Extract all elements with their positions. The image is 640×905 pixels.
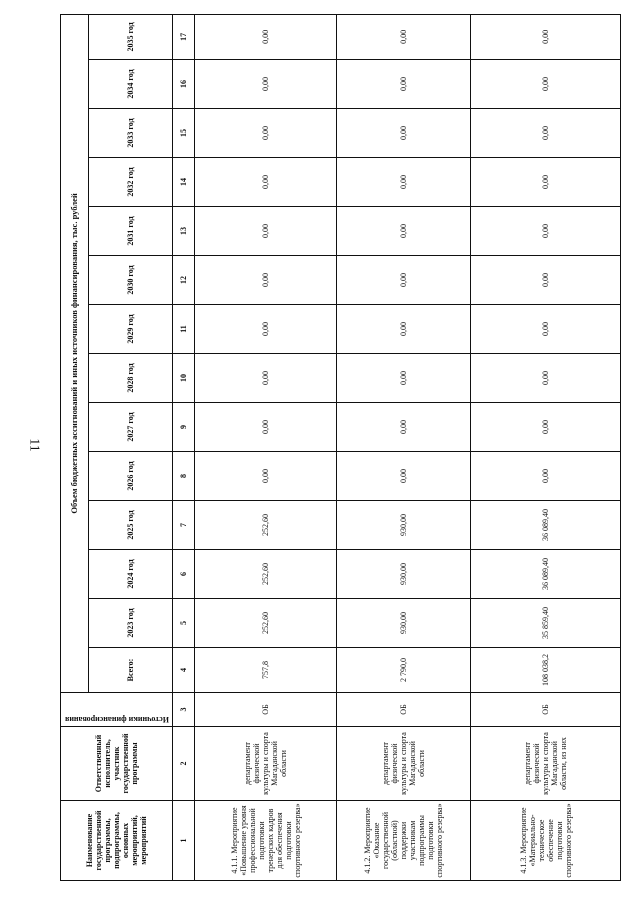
row-year-value: 252,60: [195, 550, 337, 599]
table-row: [337, 14, 471, 880]
row-year-value: 0,00: [337, 305, 471, 354]
header-source-text: Источники финансирования: [64, 715, 169, 724]
row-year-value: 0,00: [471, 354, 621, 403]
header-total: Всего:: [89, 648, 173, 693]
row-year-value: 0,00: [337, 60, 471, 109]
row-year-value: 0,00: [471, 109, 621, 158]
row-year-value: 252,60: [195, 599, 337, 648]
header-row-main: [61, 14, 89, 880]
row-year-value: 0,00: [195, 256, 337, 305]
page-number: 11: [26, 438, 42, 452]
column-number: 15: [173, 109, 195, 158]
header-year: 2023 год: [89, 599, 173, 648]
column-number: 3: [173, 693, 195, 727]
row-name: 4.1.3. Мероприятие «Материально-техническое обеспечение подготовки спортивного резерва»: [471, 801, 621, 881]
header-year: 2027 год: [89, 403, 173, 452]
table-row: [195, 14, 337, 880]
header-year: 2031 год: [89, 207, 173, 256]
column-number: 13: [173, 207, 195, 256]
header-volume: Объем бюджетных ассигнований и иных источников финансирования, тыс. рублей: [61, 14, 89, 692]
row-year-value: 0,00: [195, 158, 337, 207]
row-total: 757,8: [195, 648, 337, 693]
row-year-value: 0,00: [337, 403, 471, 452]
row-year-value: 0,00: [337, 354, 471, 403]
row-year-value: 0,00: [337, 109, 471, 158]
row-year-value: 0,00: [195, 403, 337, 452]
row-total: 2 790,0: [337, 648, 471, 693]
row-year-value: 0,00: [337, 256, 471, 305]
row-year-value: 0,00: [195, 109, 337, 158]
column-number: 17: [173, 14, 195, 59]
row-year-value: 930,00: [337, 501, 471, 550]
row-year-value: 0,00: [195, 354, 337, 403]
header-executor: Ответственный исполнитель, участник государственной программы: [61, 727, 173, 801]
header-year: 2025 год: [89, 501, 173, 550]
row-total: 108 038,2: [471, 648, 621, 693]
financing-table: [60, 14, 621, 881]
column-number: 7: [173, 501, 195, 550]
row-executor: департамент физической культуры и спорта Магаданской области: [195, 727, 337, 801]
header-source: [61, 693, 173, 727]
table-row: [471, 14, 621, 880]
row-year-value: 0,00: [195, 305, 337, 354]
column-number: 14: [173, 158, 195, 207]
header-name: Наименование государственной программы, подпрограммы, основных мероприятий, мероприятий: [61, 801, 173, 881]
column-number: 4: [173, 648, 195, 693]
column-number: 16: [173, 60, 195, 109]
row-source: ОБ: [337, 693, 471, 727]
row-source: ОБ: [195, 693, 337, 727]
row-year-value: 252,60: [195, 501, 337, 550]
header-year: 2035 год: [89, 14, 173, 59]
row-year-value: 0,00: [337, 14, 471, 59]
row-year-value: 0,00: [337, 158, 471, 207]
column-number: 9: [173, 403, 195, 452]
header-year: 2026 год: [89, 452, 173, 501]
row-year-value: 0,00: [471, 403, 621, 452]
header-year: 2024 год: [89, 550, 173, 599]
row-year-value: 0,00: [195, 207, 337, 256]
row-year-value: 0,00: [471, 158, 621, 207]
row-year-value: 0,00: [195, 452, 337, 501]
row-executor: департамент физической культуры и спорта Магаданской области: [337, 727, 471, 801]
column-number: 8: [173, 452, 195, 501]
column-number: 2: [173, 727, 195, 801]
row-name: 4.1.1. Мероприятие «Повышение уровня профессиональной подготовки тренерских кадров для обеспечения подготовки спортивного резерва»: [195, 801, 337, 881]
column-number: 12: [173, 256, 195, 305]
row-year-value: 0,00: [471, 256, 621, 305]
header-year: 2033 год: [89, 109, 173, 158]
row-year-value: 0,00: [471, 305, 621, 354]
header-year: 2034 год: [89, 60, 173, 109]
row-source: ОБ: [471, 693, 621, 727]
header-year: 2028 год: [89, 354, 173, 403]
row-year-value: 0,00: [471, 207, 621, 256]
row-year-value: 0,00: [195, 60, 337, 109]
row-year-value: 36 089,40: [471, 501, 621, 550]
row-year-value: 930,00: [337, 599, 471, 648]
row-year-value: 35 859,40: [471, 599, 621, 648]
column-number: 1: [173, 801, 195, 881]
row-year-value: 0,00: [337, 452, 471, 501]
row-year-value: 0,00: [471, 60, 621, 109]
header-year: 2029 год: [89, 305, 173, 354]
row-year-value: 930,00: [337, 550, 471, 599]
row-year-value: 0,00: [471, 14, 621, 59]
rotated-table-frame: [60, 16, 620, 881]
header-year: 2030 год: [89, 256, 173, 305]
column-number: 10: [173, 354, 195, 403]
row-name: 4.1.2. Мероприятие «Оказание государственной (областной) поддержки участникам подпрограммы подготовки спортивного резерва»: [337, 801, 471, 881]
column-number-row: [173, 14, 195, 880]
row-year-value: 36 089,40: [471, 550, 621, 599]
column-number: 6: [173, 550, 195, 599]
column-number: 11: [173, 305, 195, 354]
rotated-table-area: [60, 16, 620, 881]
column-number: 5: [173, 599, 195, 648]
row-year-value: 0,00: [471, 452, 621, 501]
header-year: 2032 год: [89, 158, 173, 207]
row-year-value: 0,00: [337, 207, 471, 256]
row-executor: департамент физической культуры и спорта Магаданской области, из них: [471, 727, 621, 801]
row-year-value: 0,00: [195, 14, 337, 59]
